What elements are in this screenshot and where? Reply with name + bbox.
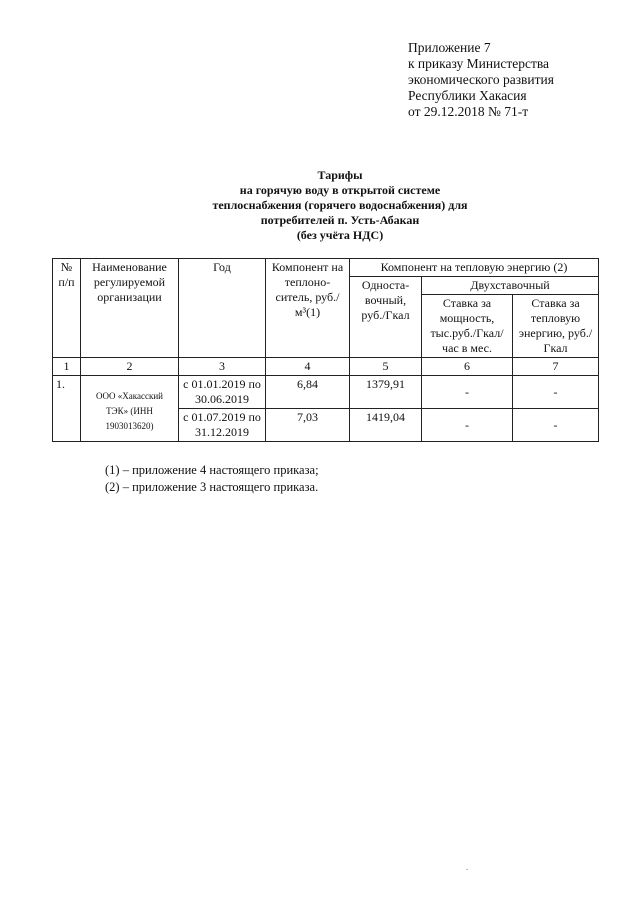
header-org: Наименование регулируемой организации: [81, 259, 179, 358]
title-line: (без учёта НДС): [296, 228, 384, 242]
column-number: 3: [179, 358, 266, 376]
header-component-carrier: Компонент на теплоно-ситель, руб./м³(1): [266, 259, 350, 358]
carrier-value: 6,84: [266, 376, 350, 409]
header-capacity-rate: Ставка за мощность, тыс.руб./Гкал/час в мес.: [422, 295, 513, 358]
energy-value: -: [513, 376, 599, 409]
column-number: 2: [81, 358, 179, 376]
appendix-header: [408, 40, 633, 120]
scan-mark: .: [466, 862, 469, 872]
energy-value: -: [513, 409, 599, 442]
appendix-line: Республики Хакасия: [408, 88, 527, 103]
column-numbers-row: [53, 358, 599, 376]
period-cell: с 01.07.2019 по 31.12.2019: [179, 409, 266, 442]
header-no: № п/п: [53, 259, 81, 358]
footnotes: [105, 462, 319, 496]
column-number: 7: [513, 358, 599, 376]
footnote: (1) – приложение 4 настоящего приказа;: [105, 463, 319, 477]
header-component-energy: Компонент на тепловую энергию (2): [350, 259, 599, 277]
row-number: 1.: [53, 376, 81, 442]
title-line: Тарифы: [317, 168, 363, 182]
footnote: (2) – приложение 3 настоящего приказа.: [105, 480, 319, 494]
column-number: 1: [53, 358, 81, 376]
carrier-value: 7,03: [266, 409, 350, 442]
capacity-value: -: [422, 409, 513, 442]
document-title: [150, 168, 530, 243]
column-number: 6: [422, 358, 513, 376]
one-rate-value: 1379,91: [350, 376, 422, 409]
column-number: 4: [266, 358, 350, 376]
appendix-line: к приказу Министерства: [408, 56, 550, 71]
header-one-rate: Односта-вочный, руб./Гкал: [350, 277, 422, 358]
header-two-rate: Двухставочный: [422, 277, 599, 295]
title-line: на горячую воду в открытой системе: [239, 183, 441, 197]
appendix-line: от 29.12.2018 № 71-т: [408, 104, 529, 119]
header-energy-rate: Ставка за тепловую энергию, руб./Гкал: [513, 295, 599, 358]
period-cell: с 01.01.2019 по 30.06.2019: [179, 376, 266, 409]
appendix-line: экономического развития: [408, 72, 554, 87]
header-year: Год: [179, 259, 266, 358]
tariff-table: [52, 258, 599, 442]
organization-name: ООО «Хакасский ТЭК» (ИНН 1903013620): [81, 376, 179, 442]
title-line: теплоснабжения (горячего водоснабжения) для: [212, 198, 468, 212]
title-line: потребителей п. Усть-Абакан: [260, 213, 420, 227]
appendix-line: Приложение 7: [408, 40, 491, 55]
table-row: [53, 376, 599, 409]
one-rate-value: 1419,04: [350, 409, 422, 442]
capacity-value: -: [422, 376, 513, 409]
column-number: 5: [350, 358, 422, 376]
